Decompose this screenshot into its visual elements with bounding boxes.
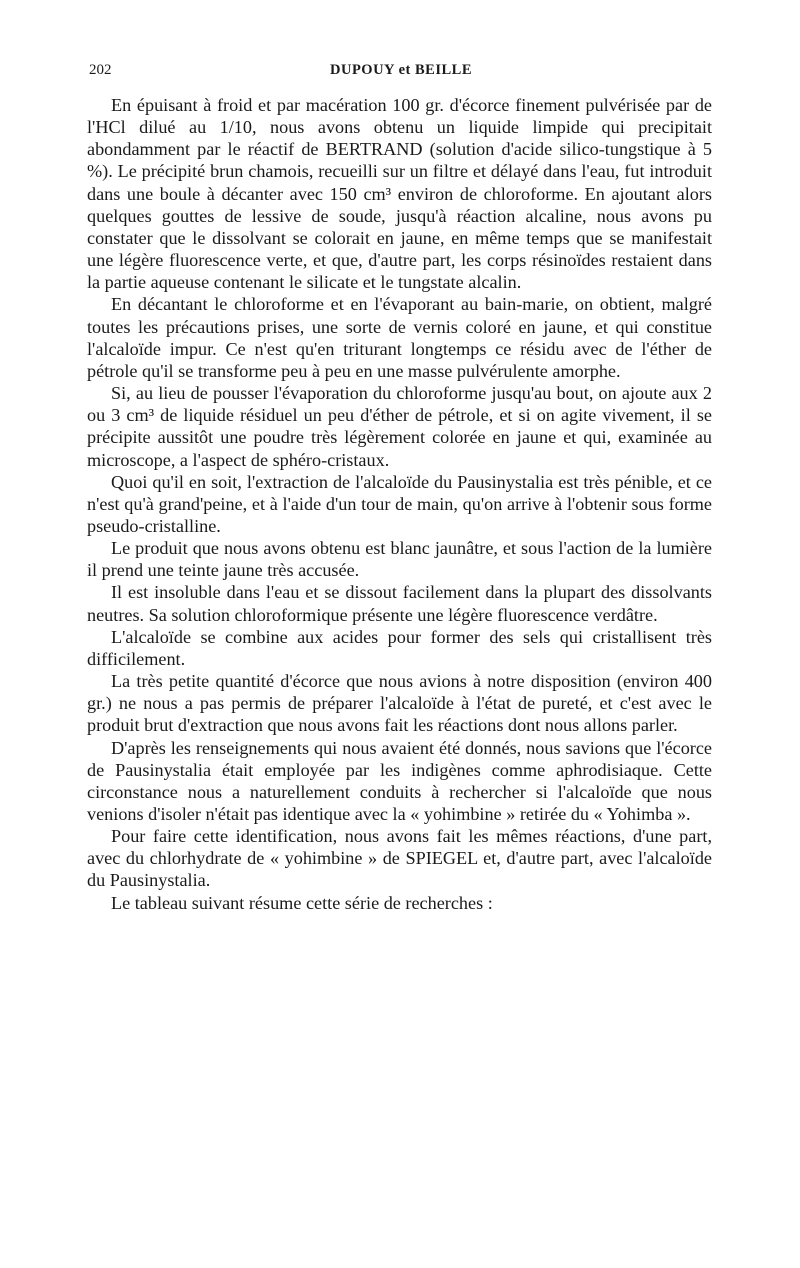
paragraph: D'après les renseignements qui nous avaient été donnés, nous savions que l'écorce de Pausinystalia était employée par les indigènes comme aphrodisiaque. Cette circonstance nous a naturellement conduits à rechercher si l'alcaloïde que nous venions d'isoler n'était pas identique avec la « yohimbine » retirée du « Yohimba ».: [87, 737, 712, 824]
running-head: DUPOUY et BEILLE: [330, 62, 472, 78]
paragraph: Il est insoluble dans l'eau et se dissout facilement dans la plupart des dissolvants neutres. Sa solution chloroformique présente une légère fluorescence verdâtre.: [87, 582, 712, 625]
paragraph: Quoi qu'il en soit, l'extraction de l'alcaloïde du Pausinystalia est très pénible, et ce n'est qu'à grand'peine, et à l'aide d'un tour de main, qu'on arrive à l'obtenir sous forme pseudo-cristalline.: [87, 471, 712, 536]
paragraph: Pour faire cette identification, nous avons fait les mêmes réactions, d'une part, avec du chlorhydrate de « yohimbine » de SPIEGEL et, d'autre part, avec l'alcaloïde du Pausinystalia.: [87, 826, 712, 891]
paragraph: En décantant le chloroforme et en l'évaporant au bain-marie, on obtient, malgré toutes les précautions prises, une sorte de vernis coloré en jaune, et qui constitue l'alcaloïde impur. Ce n'est qu'en triturant longtemps ce résidu avec de l'éther de pétrole qu'il se transforme peu à peu en une masse pulvérulente amorphe.: [87, 294, 712, 381]
body-text: [87, 94, 712, 914]
paragraph: Le produit que nous avons obtenu est blanc jaunâtre, et sous l'action de la lumière il prend une teinte jaune très accusée.: [87, 538, 712, 581]
paragraph: L'alcaloïde se combine aux acides pour former des sels qui cristallisent très difficilement.: [87, 626, 712, 669]
paragraph: Si, au lieu de pousser l'évaporation du chloroforme jusqu'au bout, on ajoute aux 2 ou 3 cm³ de liquide résiduel un peu d'éther de pétrole, et si on agite vivement, il se précipite aussitôt une poudre très légèrement colorée en jaune et qui, examinée au microscope, a l'aspect de sphéro-cristaux.: [87, 383, 712, 470]
paragraph: Le tableau suivant résume cette série de recherches :: [111, 892, 493, 913]
page-number: 202: [89, 62, 112, 78]
paragraph: La très petite quantité d'écorce que nous avions à notre disposition (environ 400 gr.) ne nous a pas permis de préparer l'alcaloïde à l'état de pureté, et c'est avec le produit brut d'extraction que nous avons fait les réactions dont nous allons parler.: [87, 671, 712, 736]
paragraph: En épuisant à froid et par macération 100 gr. d'écorce finement pulvérisée par de l'HCl dilué au 1/10, nous avons obtenu un liquide limpide qui precipitait abondamment par le réactif de BERTRAND (solution d'acide silico-tungstique à 5 %). Le précipité brun chamois, recueilli sur un filtre et délayé dans l'eau, fut introduit dans une boule à décanter avec 150 cm³ environ de chloroforme. En ajoutant alors quelques gouttes de lessive de soude, jusqu'à réaction alcaline, nous avons pu constater que le dissolvant se colorait en jaune, en même temps que se manifestait une légère fluorescence verte, et que, d'autre part, les corps résinoïdes restaient dans la partie aqueuse contenant le silicate et le tungstate alcalin.: [87, 95, 712, 293]
page-header: [86, 62, 716, 86]
